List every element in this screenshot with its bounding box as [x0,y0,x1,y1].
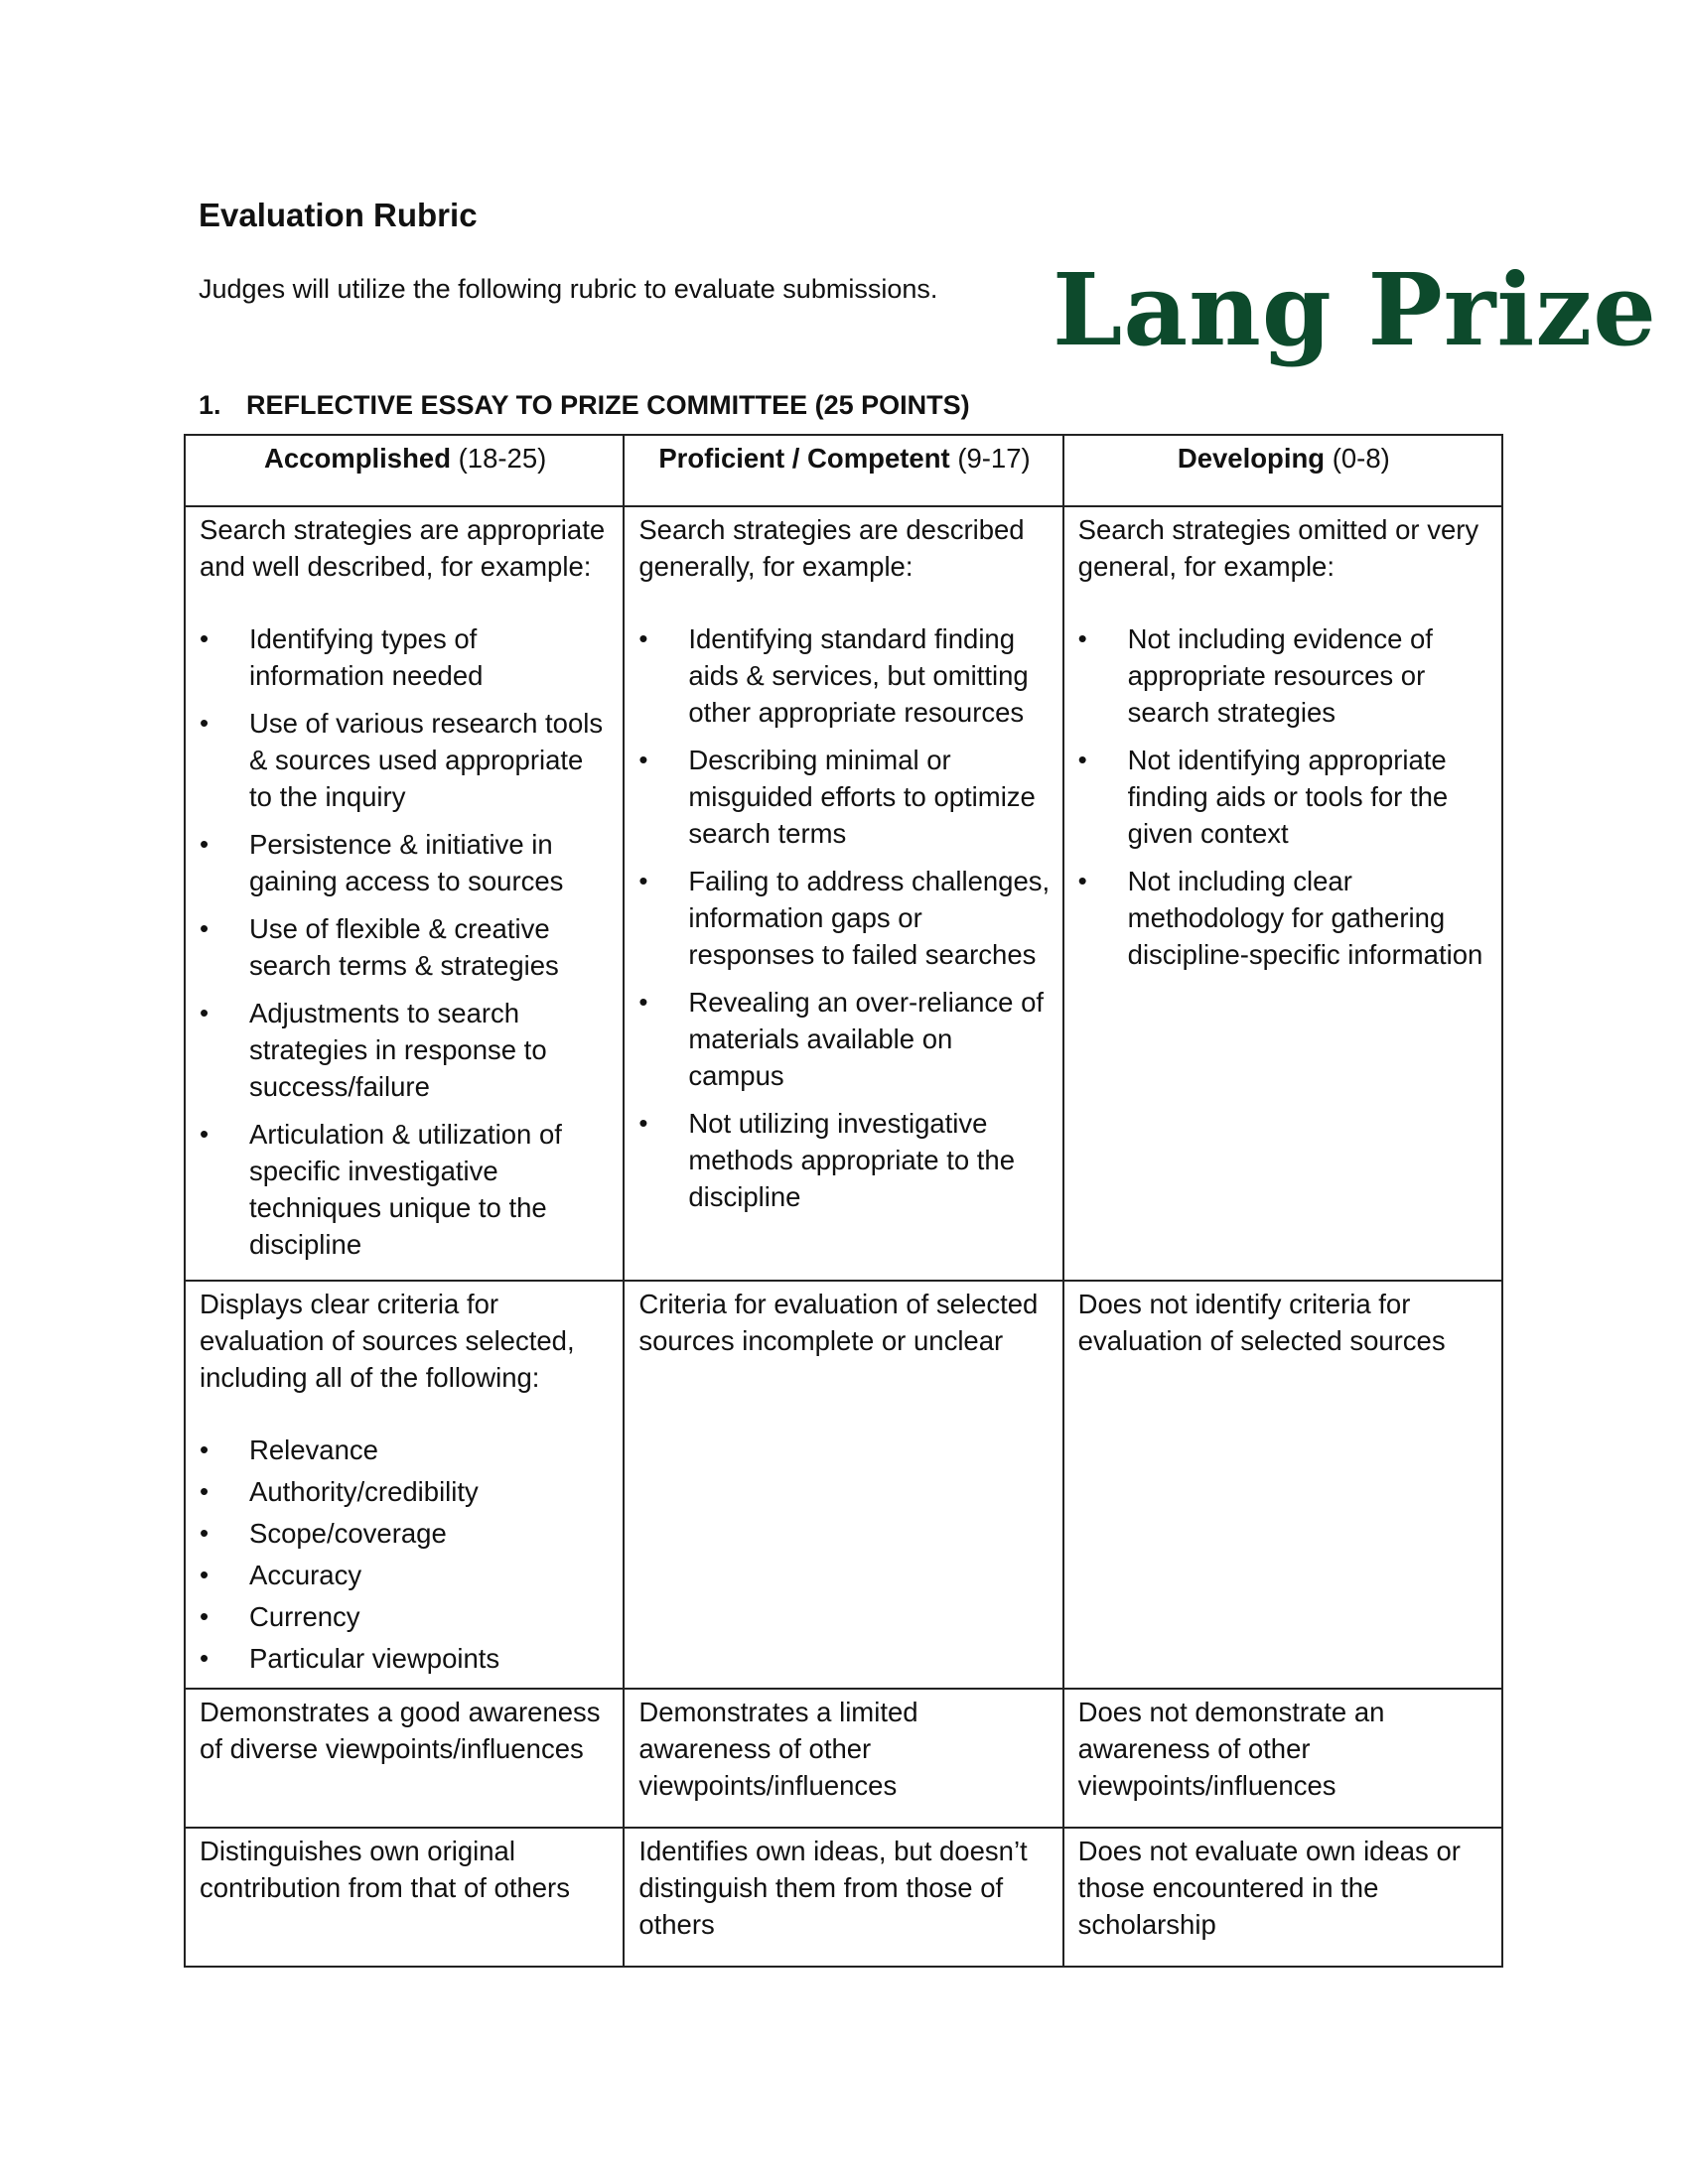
rubric-cell [185,506,624,1281]
column-header-developing [1063,435,1502,506]
bullet-item: • Relevance [200,1432,611,1468]
rubric-table [184,434,1503,1968]
bullet-item: • Identifying standard finding aids & services, but omitting other appropriate resources [638,620,1050,731]
rubric-cell [1063,1828,1502,1967]
bullet-item: • Accuracy [200,1557,611,1593]
cell-text: Does not demonstrate an awareness of other viewpoints/influences [1077,1697,1385,1801]
lang-prize-logo: Lang Prize [1053,251,1657,368]
column-label: Accomplished [264,443,451,474]
bullet-item: • Persistence & initiative in gaining access to sources [200,826,611,899]
cell-text: Distinguishes own original contribution from that of others [200,1836,570,1903]
page-title: Evaluation Rubric [199,197,478,233]
bullet-item: • Not utilizing investigative methods appropriate to the discipline [638,1105,1050,1215]
column-header-accomplished [185,435,624,506]
bullet-item: • Use of various research tools & sources used appropriate to the inquiry [200,705,611,815]
cell-text: Search strategies omitted or very general, for example: [1077,514,1479,582]
rubric-cell [1063,1689,1502,1828]
bullet-item: • Not including evidence of appropriate resources or search strategies [1078,620,1489,731]
cell-text: Search strategies are described generally, for example: [638,514,1025,582]
cell-text: Does not identify criteria for evaluation of selected sources [1077,1289,1446,1356]
rubric-cell [624,1689,1062,1828]
section-title: REFLECTIVE ESSAY TO PRIZE COMMITTEE (25 POINTS) [246,390,970,420]
bullet-list [638,620,1050,1215]
bullet-item: • Particular viewpoints [200,1640,611,1677]
bullet-item: • Scope/coverage [200,1515,611,1552]
cell-text: Search strategies are appropriate and well described, for example: [200,514,606,582]
section-number: 1. [199,390,221,420]
rubric-cell [624,1828,1062,1967]
rubric-row-search-strategies [185,506,1502,1281]
rubric-cell [1063,506,1502,1281]
bullet-item: • Currency [200,1598,611,1635]
bullet-item: • Identifying types of information needed [200,620,611,694]
column-range: (0-8) [1332,443,1390,474]
cell-text: Demonstrates a good awareness of diverse viewpoints/influences [200,1697,601,1764]
bullet-list [200,1432,611,1677]
intro-text: Judges will utilize the following rubric to evaluate submissions. [199,274,938,304]
rubric-row-evaluation-criteria [185,1281,1502,1689]
rubric-cell [185,1828,624,1967]
section-heading [199,390,970,421]
bullet-item: • Revealing an over-reliance of materials available on campus [638,984,1050,1094]
bullet-item: • Failing to address challenges, information gaps or responses to failed searches [638,863,1050,973]
column-label: Proficient / Competent [658,443,950,474]
cell-text: Does not evaluate own ideas or those encountered in the scholarship [1077,1836,1461,1940]
column-range: (9-17) [957,443,1031,474]
bullet-list [200,620,611,1263]
cell-text: Demonstrates a limited awareness of other viewpoints/influences [638,1697,918,1801]
bullet-item: • Not including clear methodology for gathering discipline-specific information [1078,863,1489,973]
rubric-cell [624,1281,1062,1689]
column-label: Developing [1177,443,1326,474]
rubric-cell [1063,1281,1502,1689]
bullet-item: • Authority/credibility [200,1473,611,1510]
column-header-proficient [624,435,1062,506]
bullet-item: • Not identifying appropriate finding aids or tools for the given context [1078,742,1489,852]
bullet-item: • Articulation & utilization of specific investigative techniques unique to the discipline [200,1116,611,1263]
bullet-item: • Describing minimal or misguided efforts to optimize search terms [638,742,1050,852]
bullet-list [1078,620,1489,973]
cell-text: Identifies own ideas, but doesn’t distinguish them from those of others [638,1836,1028,1940]
rubric-cell [624,506,1062,1281]
rubric-cell [185,1689,624,1828]
cell-text: Displays clear criteria for evaluation of sources selected, including all of the following: [200,1289,575,1393]
bullet-item: • Adjustments to search strategies in response to success/failure [200,995,611,1105]
rubric-row-original-contribution [185,1828,1502,1967]
rubric-cell [185,1281,624,1689]
column-range: (18-25) [458,443,547,474]
rubric-row-viewpoints [185,1689,1502,1828]
cell-text: Criteria for evaluation of selected sources incomplete or unclear [638,1289,1039,1356]
bullet-item: • Use of flexible & creative search terms & strategies [200,910,611,984]
rubric-header-row [185,435,1502,506]
